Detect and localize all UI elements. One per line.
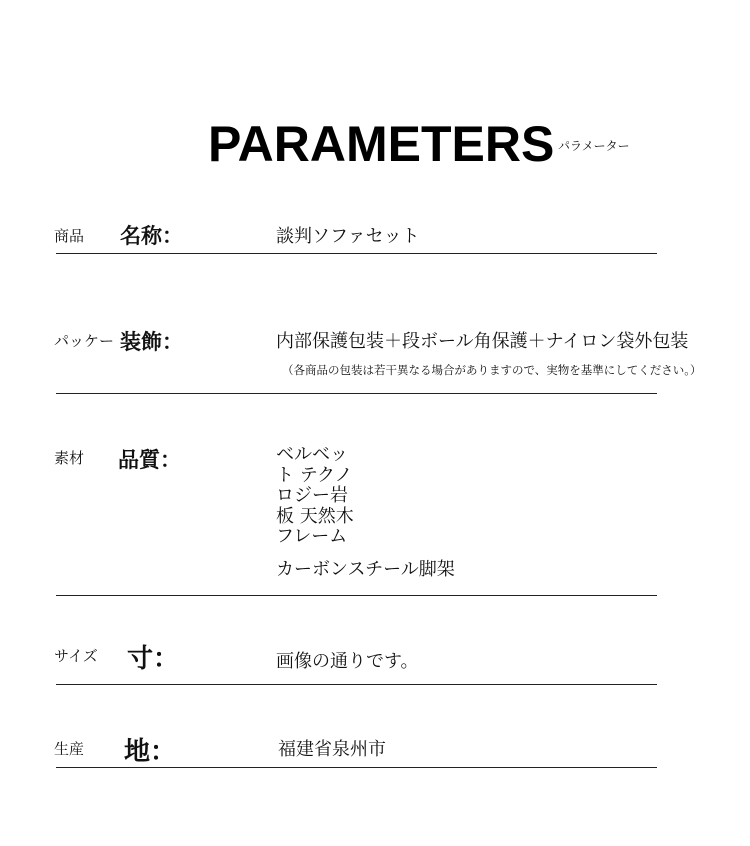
row-divider [56, 684, 657, 685]
row-small-label: パッケー [54, 332, 115, 350]
row-big-label: 名称： [120, 224, 183, 248]
row-value: 談判ソファセット [276, 226, 420, 247]
row-divider [56, 253, 657, 254]
row-small-label: 商品 [54, 227, 85, 245]
row-note: （各商品の包装は若干異なる場合がありますので、実物を基準にしてください。） [282, 363, 702, 377]
row-big-label: 寸： [127, 644, 180, 674]
row-value: 画像の通りです。 [276, 651, 419, 672]
row-small-label: サイズ [54, 647, 98, 665]
row-value: 内部保護包装＋段ボール角保護＋ナイロン袋外包装 [276, 331, 689, 352]
row-big-label: 品質： [118, 448, 181, 472]
header [208, 118, 554, 170]
row-divider [56, 767, 657, 768]
row-big-label: 地： [124, 737, 177, 767]
row-small-label: 素材 [54, 449, 85, 467]
material-line: フレーム [276, 526, 348, 547]
page-title: PARAMETERS [208, 116, 555, 172]
row-small-label: 生産 [54, 740, 85, 758]
row-divider [56, 393, 657, 394]
material-line: ト テクノ [276, 464, 353, 486]
row-value-extra: カーボンスチール脚架 [276, 559, 455, 580]
material-line: ロジー岩 [276, 485, 348, 506]
page-subtitle: パラメーター [558, 139, 630, 153]
row-big-label: 装飾： [120, 330, 183, 354]
material-line: 板 天然木 [276, 505, 354, 527]
row-value: 福建省泉州市 [278, 739, 386, 760]
material-lines [276, 445, 354, 548]
material-line: ベルベッ [276, 444, 348, 465]
row-divider [56, 595, 657, 596]
